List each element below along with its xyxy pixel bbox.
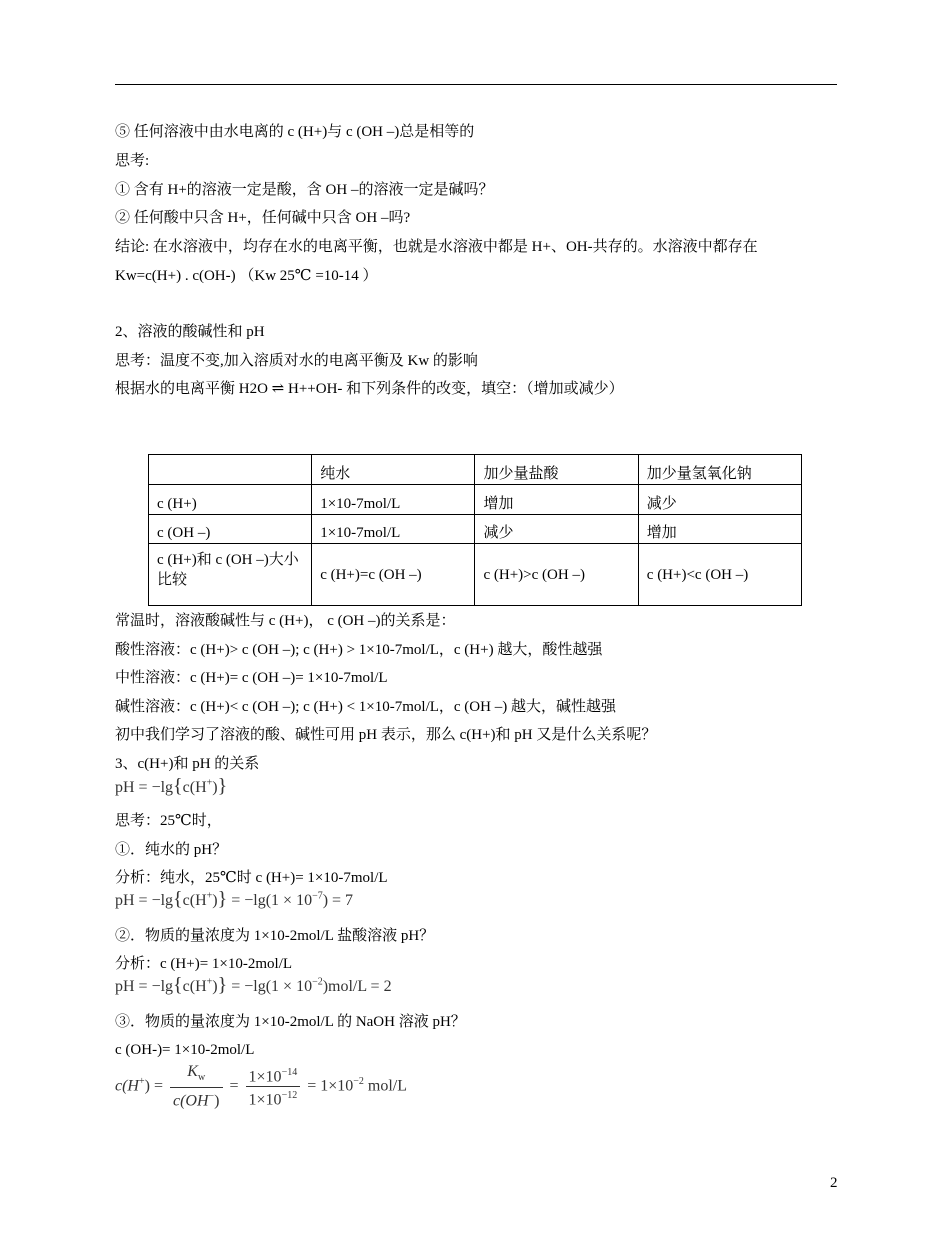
- table-cell: 增加: [475, 485, 638, 515]
- formula-ph-definition: pH = −lg{c(H+)}: [115, 775, 228, 797]
- formula-exponent: −2: [353, 1076, 364, 1088]
- text-line-8: 思考：温度不变,加入溶质对水的电离平衡及 Kw 的影响: [115, 353, 478, 369]
- formula-hcl-ph: pH = $-\lg\{c(H^+)\} = -\lg(1 \times 10^{-2})mol/L = 2$: [115, 974, 392, 996]
- table-cell: 纯水: [312, 455, 475, 485]
- formula-text: 1×10: [248, 1068, 282, 1086]
- text-line-16: 思考：25℃时，: [115, 813, 222, 829]
- formula-text: c(H: [182, 978, 207, 995]
- formula-text: )mol/L = 2: [322, 978, 392, 995]
- formula-pure-water-ph: pH = $-\lg\{c(H^+)\} = -\lg(1 \times 10^{-7}) = 7$: [115, 888, 354, 910]
- text-line-11: 酸性溶液：c (H+)> c (OH –); c (H+) > 1×10-7mol/L，c (H+) 越大，酸性越强: [115, 642, 603, 658]
- formula-naoh-concentration: c(H+) = $\frac{K_w}{c(OH^-)}$ = $\frac{1\times 10^{-14}}{1\times 10^{-12}}$ = $1\times 10^{-2}$ mol/L: [115, 1063, 407, 1110]
- fraction-values: [246, 1064, 301, 1110]
- table-row: [149, 544, 802, 606]
- text-line-3: ① 含有 H+的溶液一定是酸，含 OH –的溶液一定是碱吗？: [115, 182, 494, 198]
- formula-text: pH = −lg: [115, 779, 174, 796]
- text-line-2: 思考:: [115, 153, 150, 169]
- text-line-10: 常温时，溶液酸碱性与 c (H+)， c (OH –)的关系是：: [115, 613, 456, 629]
- table-cell: c (H+)<c (OH –): [638, 544, 801, 606]
- formula-subscript: w: [197, 1072, 206, 1084]
- formula-text: c(H: [182, 892, 207, 909]
- formula-exponent: −12: [281, 1090, 298, 1102]
- formula-exponent: −14: [281, 1066, 298, 1078]
- text-line-18: 分析：纯水，25℃时 c (H+)= 1×10-7mol/L: [115, 870, 388, 886]
- table-cell: c (H+)>c (OH –): [475, 544, 638, 606]
- text-line-4: ② 任何酸中只含 H+，任何碱中只含 OH –吗?: [115, 210, 411, 226]
- formula-text: K: [187, 1063, 198, 1080]
- formula-text: 1×10: [248, 1091, 282, 1109]
- text-line-21: ③．物质的量浓度为 1×10-2mol/L 的 NaOH 溶液 pH？: [115, 1014, 466, 1030]
- text-line-20: 分析：c (H+)= 1×10-2mol/L: [115, 956, 293, 972]
- table-row: [149, 485, 802, 515]
- text-line-6: Kw=c(H+) . c(OH-) （Kw 25℃ =10-14 ）: [115, 268, 378, 284]
- header-rule: [115, 84, 837, 85]
- table-cell: 增加: [638, 515, 801, 544]
- text-line-22: c (OH-)= 1×10-2mol/L: [115, 1042, 255, 1058]
- text-line-19: ②．物质的量浓度为 1×10-2mol/L 盐酸溶液 pH？: [115, 928, 435, 944]
- table-cell: 减少: [638, 485, 801, 515]
- text-line-13: 碱性溶液：c (H+)< c (OH –); c (H+) < 1×10-7mol/L，c (OH –) 越大，碱性越强: [115, 699, 616, 715]
- text-line-12: 中性溶液：c (H+)= c (OH –)= 1×10-7mol/L: [115, 670, 388, 686]
- table-cell: 加少量盐酸: [475, 455, 638, 485]
- formula-text: pH = −lg: [115, 892, 174, 909]
- formula-text: = 1×10: [307, 1077, 354, 1095]
- formula-text: = −lg(1 × 10: [231, 892, 313, 909]
- section-heading-3: 3、c(H+)和 pH 的关系: [115, 756, 260, 772]
- table-row: [149, 515, 802, 544]
- section-heading-2: 2、溶液的酸碱性和 pH: [115, 324, 265, 340]
- text-line-5: 结论: 在水溶液中，均存在水的电离平衡，也就是水溶液中都是 H+、OH-共存的。水溶液中都存在: [115, 239, 758, 255]
- formula-text: ) = 7: [322, 892, 354, 909]
- table-cell: [149, 455, 312, 485]
- ionization-table: [148, 454, 802, 606]
- table-cell: 加少量氢氧化钠: [638, 455, 801, 485]
- formula-text: = −lg(1 × 10: [231, 978, 313, 995]
- formula-text: c(H: [182, 779, 207, 796]
- text-line-14: 初中我们学习了溶液的酸、碱性可用 pH 表示，那么 c(H+)和 pH 又是什么关系呢？: [115, 727, 657, 743]
- page-number: 2: [830, 1175, 838, 1191]
- text-line-17: ①．纯水的 pH？: [115, 842, 228, 858]
- text-line-9: 根据水的电离平衡 H2O ⇌ H++OH- 和下列条件的改变，填空：（增加或减少）: [115, 381, 624, 397]
- formula-text: mol/L: [363, 1077, 407, 1095]
- formula-text: c(H: [115, 1077, 139, 1095]
- table-header-row: [149, 455, 802, 485]
- table-cell: c (H+)和 c (OH –)大小比较: [149, 544, 312, 606]
- formula-exponent: −7: [312, 890, 323, 902]
- formula-exponent: −2: [312, 976, 323, 988]
- fraction-kw: $\frac{K_w}{c(OH^-)}$: [170, 1063, 223, 1111]
- table-cell: c (H+): [149, 485, 312, 515]
- table-cell: 1×10-7mol/L: [312, 515, 475, 544]
- table-cell: 1×10-7mol/L: [312, 485, 475, 515]
- table-cell: c (OH –): [149, 515, 312, 544]
- text-line-1: ⑤ 任何溶液中由水电离的 c (H+)与 c (OH –)总是相等的: [115, 124, 475, 140]
- formula-text: c(OH: [172, 1092, 209, 1110]
- table-cell: 减少: [475, 515, 638, 544]
- formula-text: pH = −lg: [115, 978, 174, 995]
- table-cell: c (H+)=c (OH –): [312, 544, 475, 606]
